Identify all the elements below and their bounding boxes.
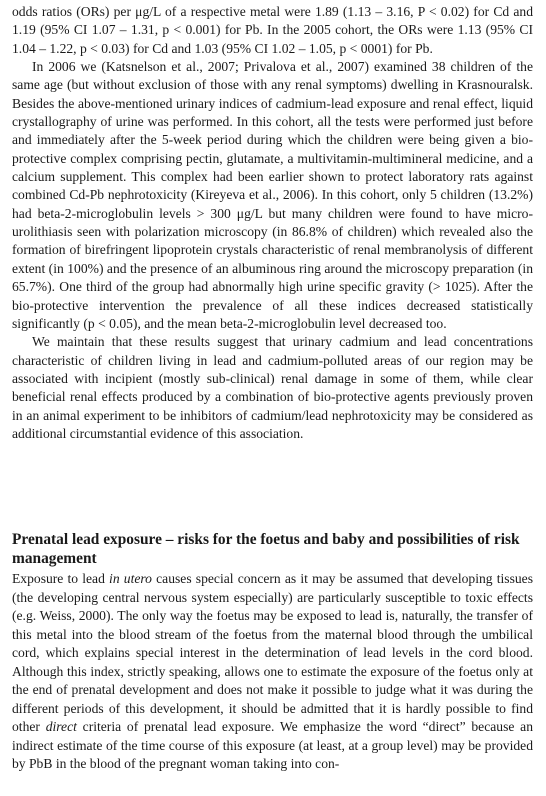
paragraph-odds-ratios: odds ratios (ORs) per μg/L of a respective metal were 1.89 (1.13 – 3.16, P < 0.02) for Cd and 1.19 (95% CI 1.07 – 1.31, p < 0.001) for Pb. In the 2005 cohort, the ORs were 1.13 (95% CI 1.04 – 1.22, p < 0.03) for Cd and 1.03 (95% CI 1.02 – 1.05, p < 0001) for Pb. — [12, 4, 533, 56]
section-body — [12, 570, 533, 774]
emphasis-direct: direct — [45, 719, 77, 734]
body-text-top — [12, 3, 533, 443]
paragraph-conclusion: We maintain that these results suggest that urinary cadmium and lead concentrations characteristic of children living in lead and cadmium-polluted areas of our region may be associated with incipient (mostly sub-clinical) renal damage in some of them, while clear beneficial renal effects produced by a combination of bio-protective agents previously proven in an animal experiment to be inhibitors of cadmium/lead nephrotoxicity may be considered as additional circumstantial evidence of this association. — [12, 334, 533, 441]
text-run: criteria of prenatal lead exposure. We emphasize the word “direct” because an indirect estimate of the time course of this exposure (at least, at a group level) may be provided by PbB in the blood of the pregnant woman taking into con- — [12, 719, 533, 771]
section-heading: Prenatal lead exposure – risks for the foetus and baby and possibilities of risk management — [12, 531, 520, 567]
text-run: causes special concern as it may be assumed that developing tissues (the developing central nervous system especially) are particularly susceptible to toxic effects (e.g. Weiss, 2000). The only way the foetus may be exposed to lead is, naturally, the transfer of this metal into the blood stream of the foetus from the maternal blood through the umbilical cord, which explains special interest in the determination of lead levels in the cord blood. Although this index, strictly speaking, allows one to estimate the exposure of the foetus only at the end of prenatal development and does not make it possible to judge what it was during the different periods of this development, it should be admitted that it is hardly possible to find other — [12, 571, 533, 734]
emphasis-in-utero: in utero — [109, 571, 152, 586]
text-run: Exposure to lead — [12, 571, 110, 586]
paragraph-2006-study: In 2006 we (Katsnelson et al., 2007; Privalova et al., 2007) examined 38 children of the same age (but without exclusion of those with any renal symptoms) dwelling in Krasnouralsk. Besides the above-mentioned urinary indices of cadmium-lead exposure and renal effect, liquid crystallography of urine was performed. In this cohort, all the tests were performed just before and immediately after the 5-week period during which the children were being given a bio-protective complex comprising pectin, glutamate, a multivitamin-multimineral medicine, and a calcium supplement. This complex had been earlier shown to protect laboratory rats against combined Cd-Pb nephrotoxicity (Kireyeva et al., 2006). In this cohort, only 5 children (13.2%) had beta-2-microglobulin levels > 300 μg/L but many children were found to have micro-urolithiasis seen with polarization microscopy (in 86.8% of children) which revealed also the formation of birefringent lipoprotein crystals characteristic of renal membranolysis of different extent (in 100%) and the presence of an albuminous ring around the microscopy preparation (in 65.7%). One third of the group had abnormally high urine specific gravity (> 1025). After the bio-protective intervention the prevalence of all these indices decreased statistically significantly (p < 0.05), and the mean beta-2-microglobulin level decreased too. — [12, 59, 533, 331]
paragraph-prenatal-exposure — [12, 570, 533, 774]
